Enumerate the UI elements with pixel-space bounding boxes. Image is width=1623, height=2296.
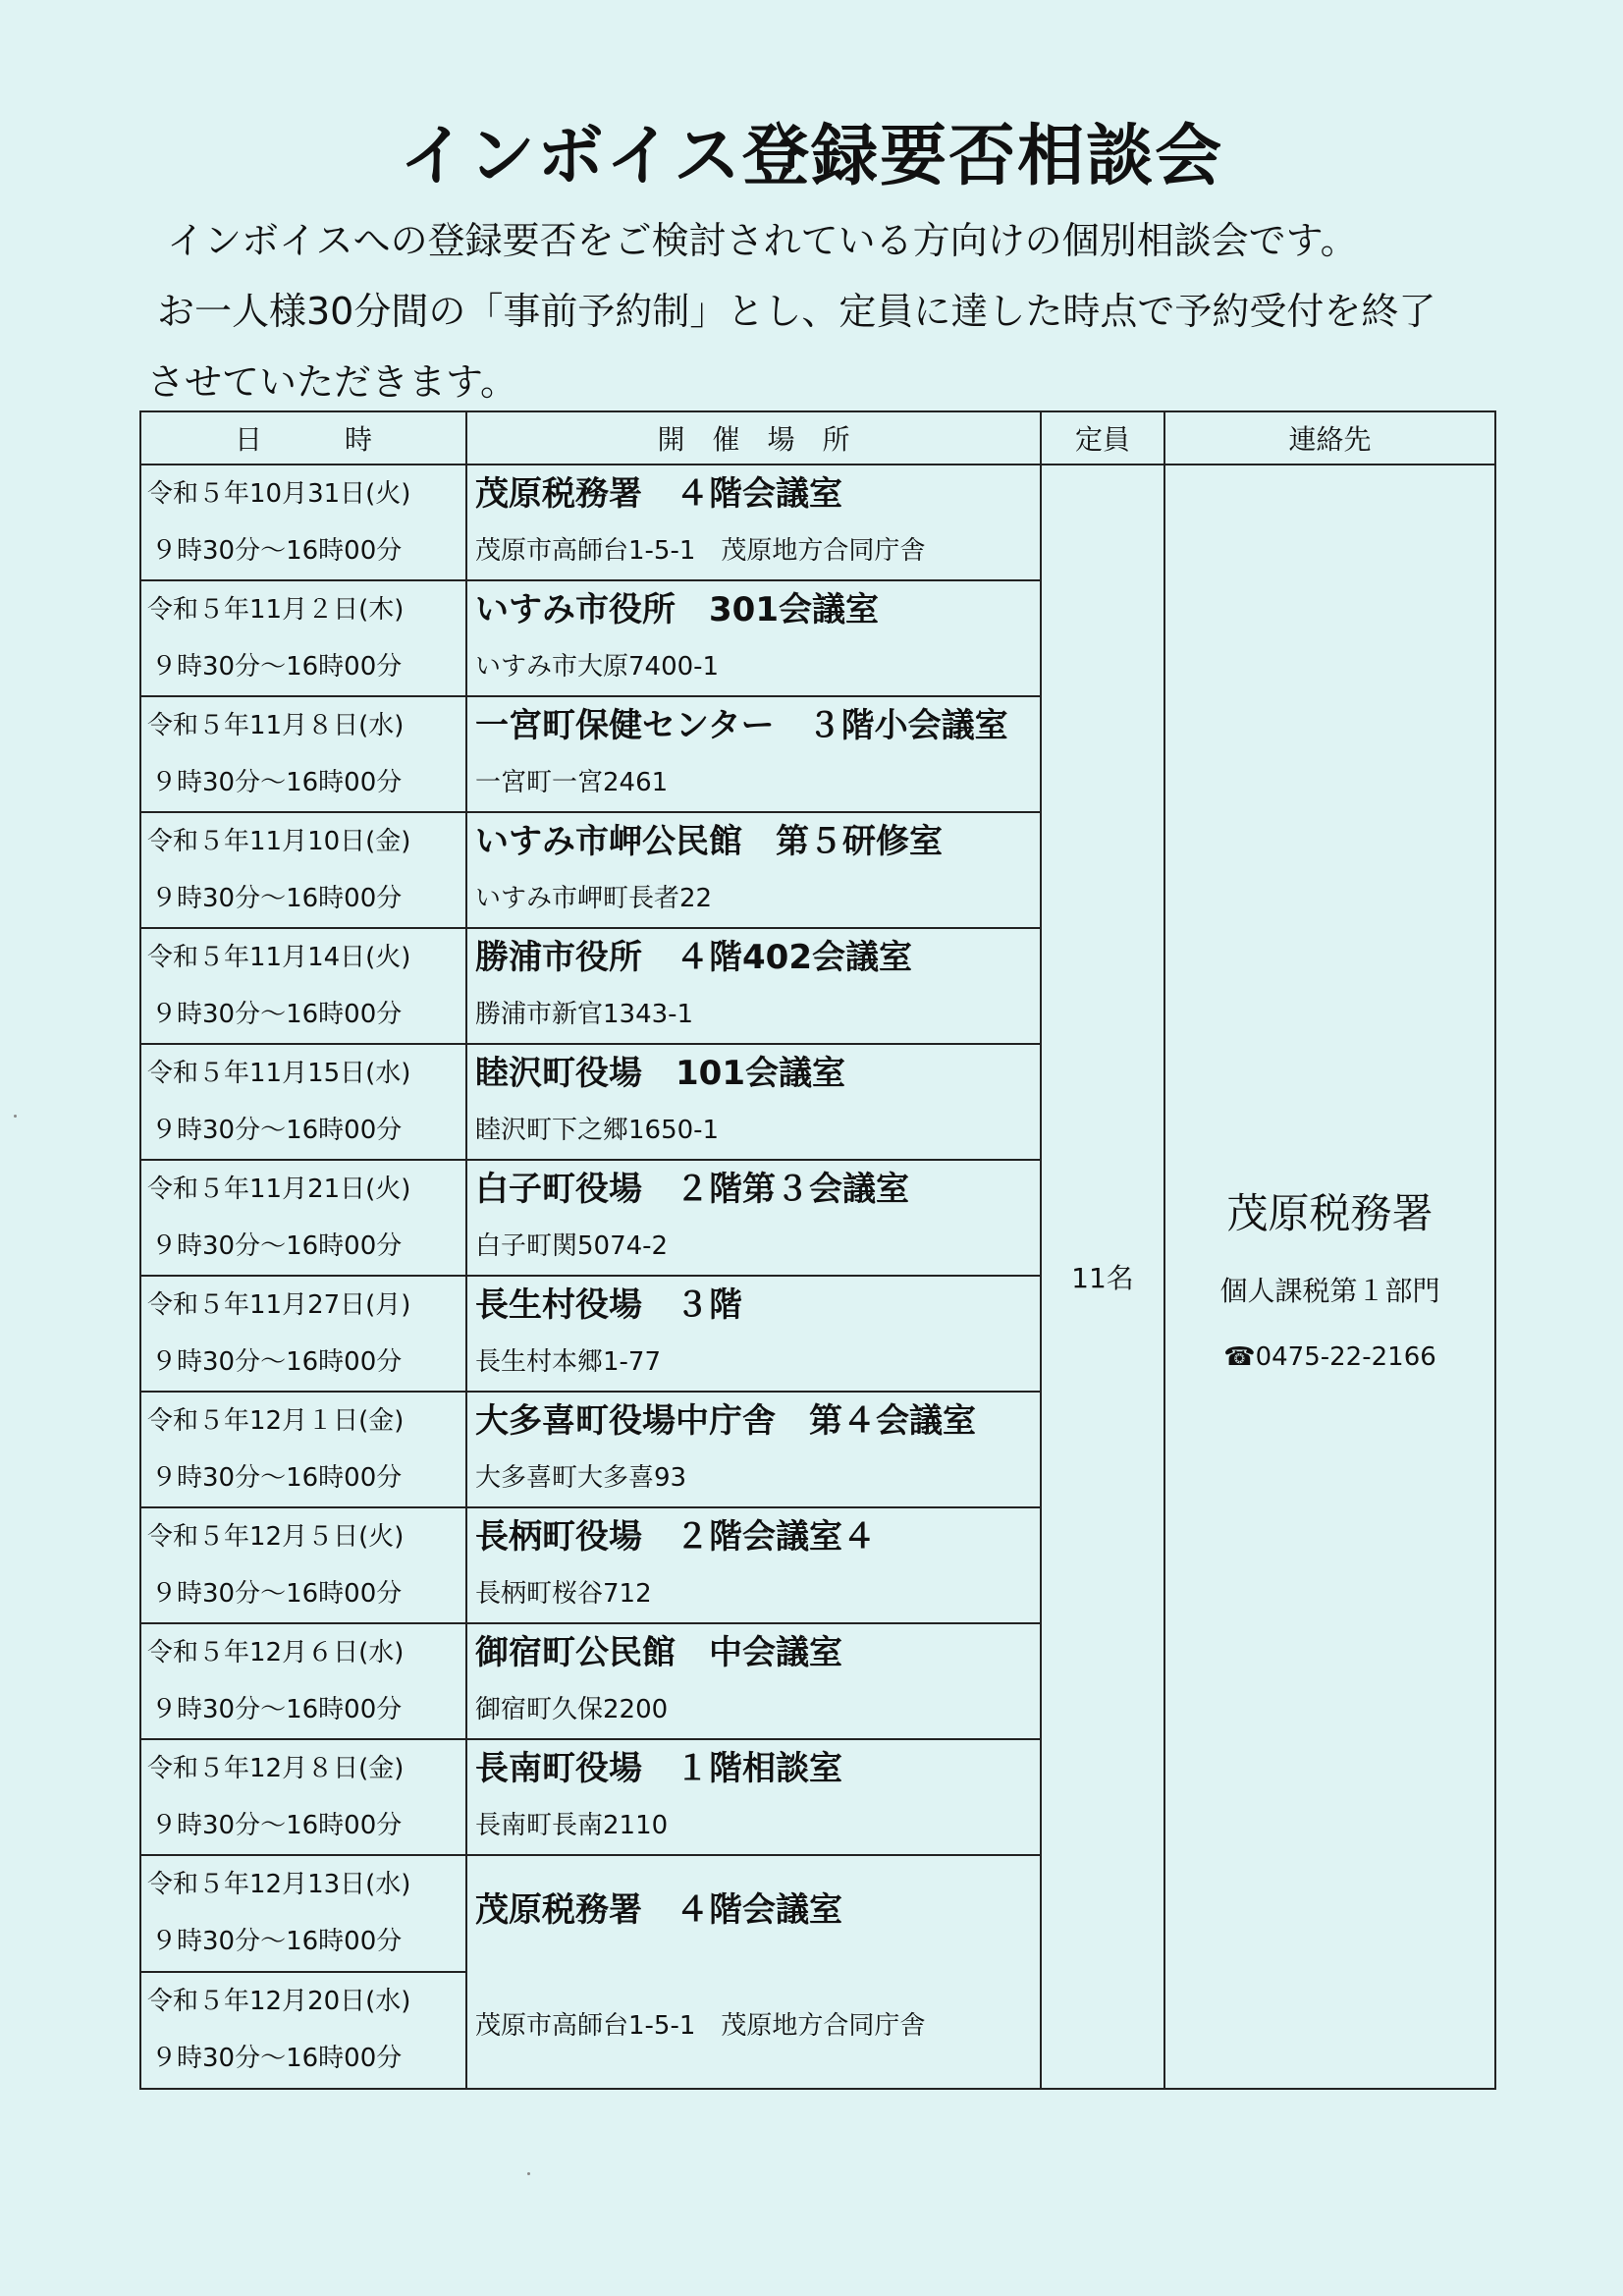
event-time: ９時30分～16時00分 [151, 1000, 403, 1029]
event-time: ９時30分～16時00分 [151, 1347, 403, 1377]
datetime-cell [140, 1623, 466, 1739]
scan-speck [527, 2172, 530, 2175]
datetime-cell [140, 1276, 466, 1392]
table-row [140, 465, 1495, 580]
event-date: 令和５年12月５日(火) [147, 1522, 405, 1552]
event-time: ９時30分～16時00分 [151, 652, 403, 682]
event-time: ９時30分～16時00分 [151, 1695, 403, 1724]
venue-name: 茂原税務署 ４階会議室 [475, 1890, 842, 1930]
event-time: ９時30分～16時00分 [151, 1231, 403, 1261]
event-date: 令和５年11月15日(水) [147, 1059, 411, 1088]
venue-name: 長柄町役場 ２階会議室４ [475, 1517, 876, 1557]
event-date: 令和５年12月20日(水) [147, 1987, 411, 2016]
event-time: ９時30分～16時00分 [151, 2044, 403, 2073]
venue-name: 長生村役場 ３階 [475, 1285, 742, 1325]
event-time: ９時30分～16時00分 [151, 1463, 403, 1493]
venue-address: 白子町関5074-2 [475, 1231, 669, 1261]
datetime-cell [140, 1855, 466, 1972]
scan-speck [14, 1115, 17, 1118]
venue-name: 茂原税務署 ４階会議室 [475, 474, 842, 514]
datetime-cell [140, 1392, 466, 1507]
venue-cell [466, 1855, 1041, 2089]
venue-address: 御宿町久保2200 [475, 1695, 669, 1724]
header-datetime: 日 時 [140, 411, 466, 465]
venue-address: いすみ市大原7400-1 [475, 652, 720, 682]
event-time: ９時30分～16時00分 [151, 1927, 403, 1956]
venue-cell [466, 465, 1041, 580]
event-date: 令和５年11月14日(火) [147, 943, 411, 972]
venue-cell [466, 812, 1041, 928]
venue-address: 大多喜町大多喜93 [475, 1463, 687, 1493]
venue-name: いすみ市岬公民館 第５研修室 [475, 822, 943, 861]
event-date: 令和５年11月２日(木) [147, 595, 405, 625]
datetime-cell [140, 1507, 466, 1623]
header-venue: 開 催 場 所 [466, 411, 1041, 465]
event-date: 令和５年11月21日(火) [147, 1175, 411, 1204]
venue-name: 一宮町保健センター ３階小会議室 [475, 706, 1008, 745]
datetime-cell [140, 1739, 466, 1855]
datetime-cell [140, 696, 466, 812]
venue-cell [466, 1392, 1041, 1507]
venue-address: 一宮町一宮2461 [475, 768, 669, 797]
datetime-cell [140, 1044, 466, 1160]
intro-line-1: インボイスへの登録要否をご検討されている方向けの個別相談会です。 [167, 219, 1358, 262]
venue-cell [466, 928, 1041, 1044]
venue-name: 大多喜町役場中庁舎 第４会議室 [475, 1401, 976, 1441]
header-contact: 連絡先 [1164, 411, 1495, 465]
contact-phone: ☎0475-22-2166 [1223, 1342, 1436, 1372]
event-time: ９時30分～16時00分 [151, 1811, 403, 1840]
contact-cell [1164, 465, 1495, 2089]
datetime-cell [140, 1160, 466, 1276]
schedule-body [140, 465, 1495, 2089]
contact-office: 茂原税務署 [1226, 1189, 1434, 1237]
venue-address: 長南町長南2110 [475, 1811, 669, 1840]
table-header-row [140, 411, 1495, 465]
datetime-cell [140, 928, 466, 1044]
venue-cell [466, 1276, 1041, 1392]
venue-address: 勝浦市新官1343-1 [475, 1000, 694, 1029]
event-date: 令和５年11月８日(水) [147, 711, 405, 740]
venue-address: 茂原市高師台1-5-1 茂原地方合同庁舎 [475, 2011, 926, 2041]
page-title: インボイス登録要否相談会 [399, 118, 1224, 195]
datetime-cell [140, 465, 466, 580]
event-date: 令和５年12月１日(金) [147, 1406, 405, 1436]
header-capacity: 定員 [1041, 411, 1164, 465]
event-date: 令和５年11月10日(金) [147, 827, 411, 856]
event-date: 令和５年12月８日(金) [147, 1754, 405, 1783]
venue-cell [466, 1507, 1041, 1623]
venue-name: いすみ市役所 301会議室 [475, 590, 879, 629]
event-date: 令和５年12月６日(水) [147, 1638, 405, 1667]
event-time: ９時30分～16時00分 [151, 884, 403, 913]
datetime-cell [140, 812, 466, 928]
datetime-cell [140, 580, 466, 696]
venue-address: 睦沢町下之郷1650-1 [475, 1116, 720, 1145]
event-time: ９時30分～16時00分 [151, 1116, 403, 1145]
venue-cell [466, 580, 1041, 696]
event-date: 令和５年12月13日(水) [147, 1870, 411, 1899]
event-date: 令和５年10月31日(火) [147, 479, 411, 509]
event-time: ９時30分～16時00分 [151, 768, 403, 797]
datetime-cell [140, 1972, 466, 2089]
intro-line-3: させていただきます。 [147, 360, 517, 404]
venue-address: 長生村本郷1-77 [475, 1347, 662, 1377]
venue-address: 茂原市高師台1-5-1 茂原地方合同庁舎 [475, 536, 926, 566]
event-time: ９時30分～16時00分 [151, 536, 403, 566]
venue-name: 勝浦市役所 ４階402会議室 [475, 938, 912, 977]
venue-name: 御宿町公民館 中会議室 [475, 1633, 842, 1672]
event-date: 令和５年11月27日(月) [147, 1290, 411, 1320]
venue-name: 長南町役場 １階相談室 [475, 1749, 842, 1788]
venue-cell [466, 696, 1041, 812]
venue-name: 白子町役場 ２階第３会議室 [475, 1170, 909, 1209]
contact-section: 個人課税第１部門 [1219, 1275, 1440, 1307]
venue-cell [466, 1739, 1041, 1855]
venue-address: いすみ市岬町長者22 [475, 884, 713, 913]
venue-cell [466, 1160, 1041, 1276]
venue-address: 長柄町桜谷712 [475, 1579, 652, 1609]
intro-line-2: お一人様30分間の「事前予約制」とし、定員に達した時点で予約受付を終了 [157, 290, 1436, 333]
schedule-table [139, 410, 1496, 2090]
event-time: ９時30分～16時00分 [151, 1579, 403, 1609]
venue-cell [466, 1623, 1041, 1739]
venue-name: 睦沢町役場 101会議室 [475, 1054, 845, 1093]
venue-cell [466, 1044, 1041, 1160]
capacity-cell: 11名 [1041, 465, 1164, 2089]
